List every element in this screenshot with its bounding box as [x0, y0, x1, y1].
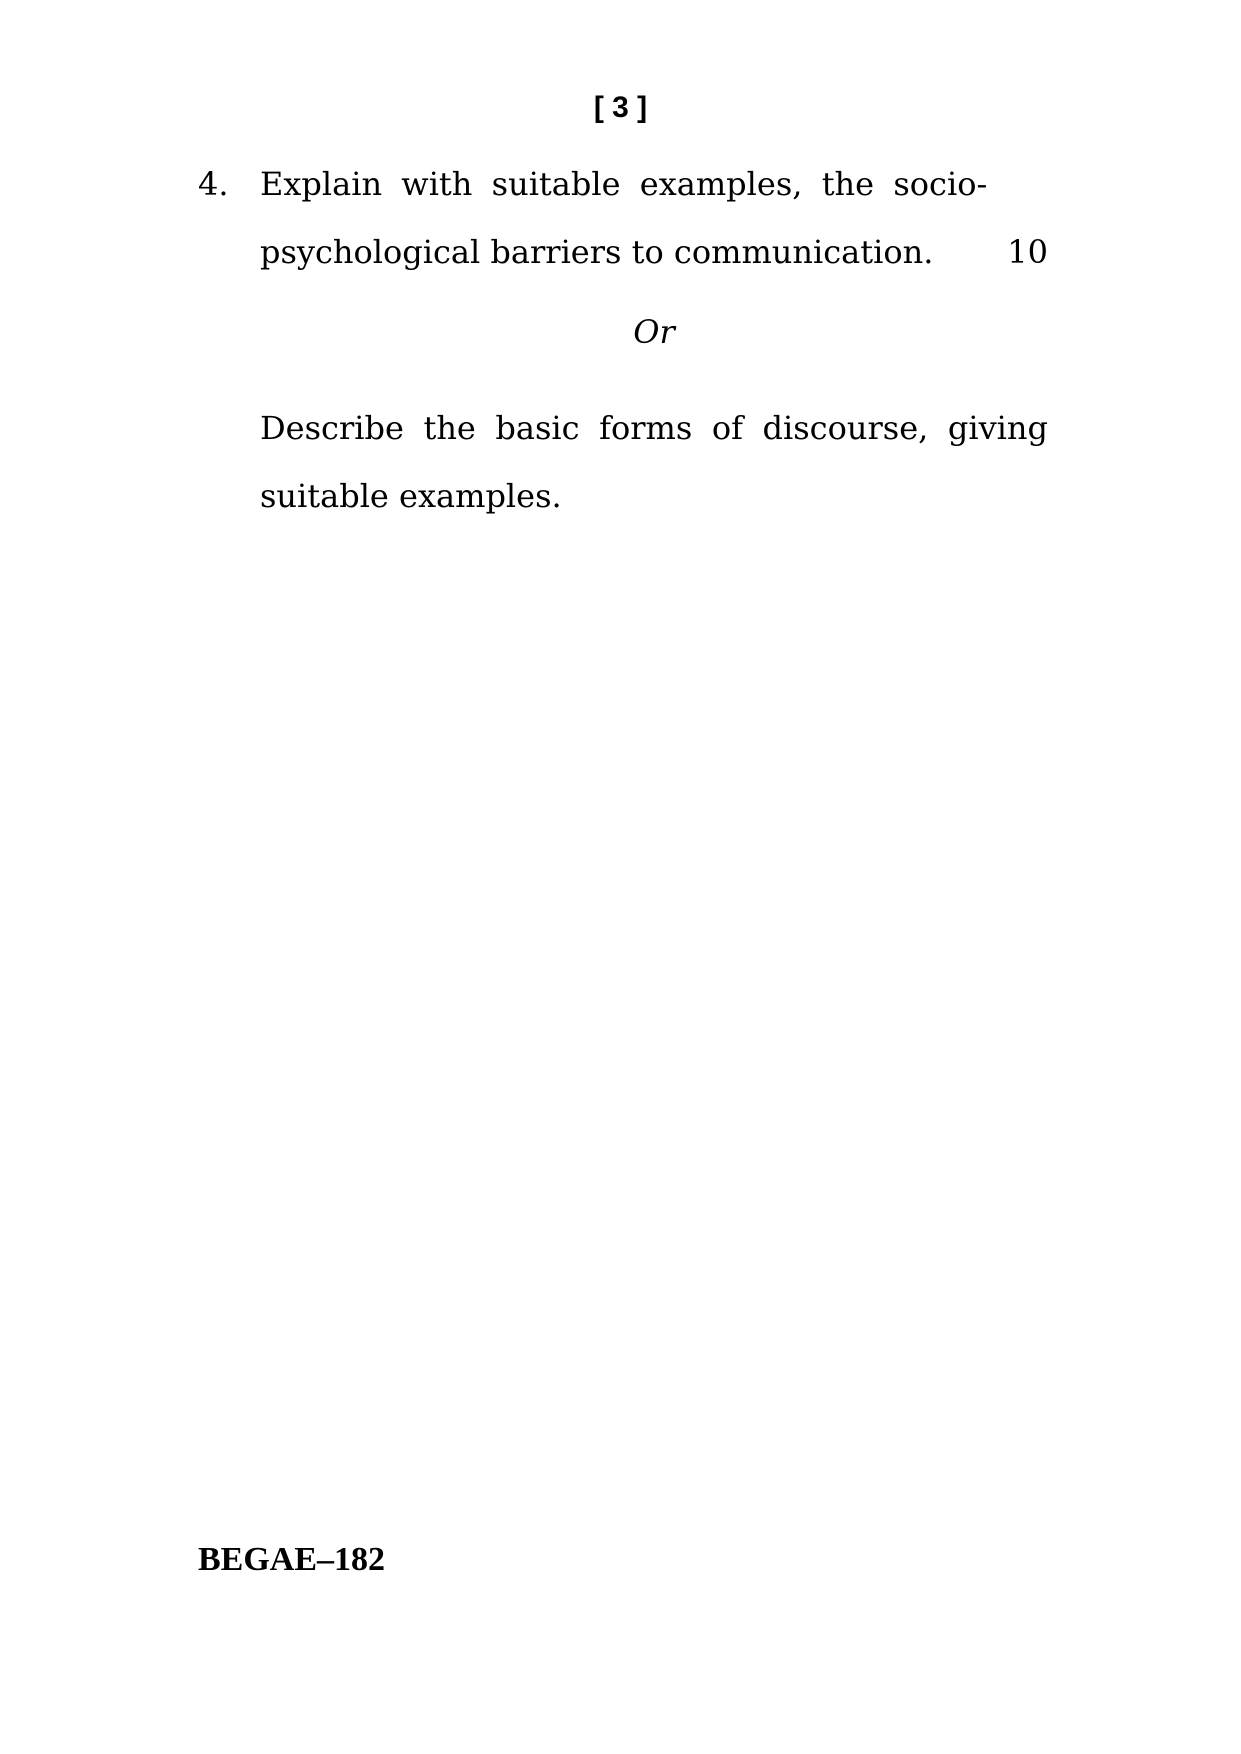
question-row — [198, 150, 1048, 286]
question-text-container — [260, 150, 1048, 286]
paper-code: BEGAE–182 — [198, 1541, 386, 1578]
question-marks: 10 — [1007, 233, 1048, 271]
page-number: [ 3 ] — [593, 91, 648, 124]
alternative-question-text: Describe the basic forms of discourse, giving suitable examples. — [260, 409, 1048, 515]
question-text: Explain with suitable examples, the socio-psychological barriers to communication. — [260, 165, 988, 271]
or-label: Or — [633, 313, 675, 351]
question-number: 4. — [198, 165, 229, 203]
question-block — [198, 150, 1048, 530]
